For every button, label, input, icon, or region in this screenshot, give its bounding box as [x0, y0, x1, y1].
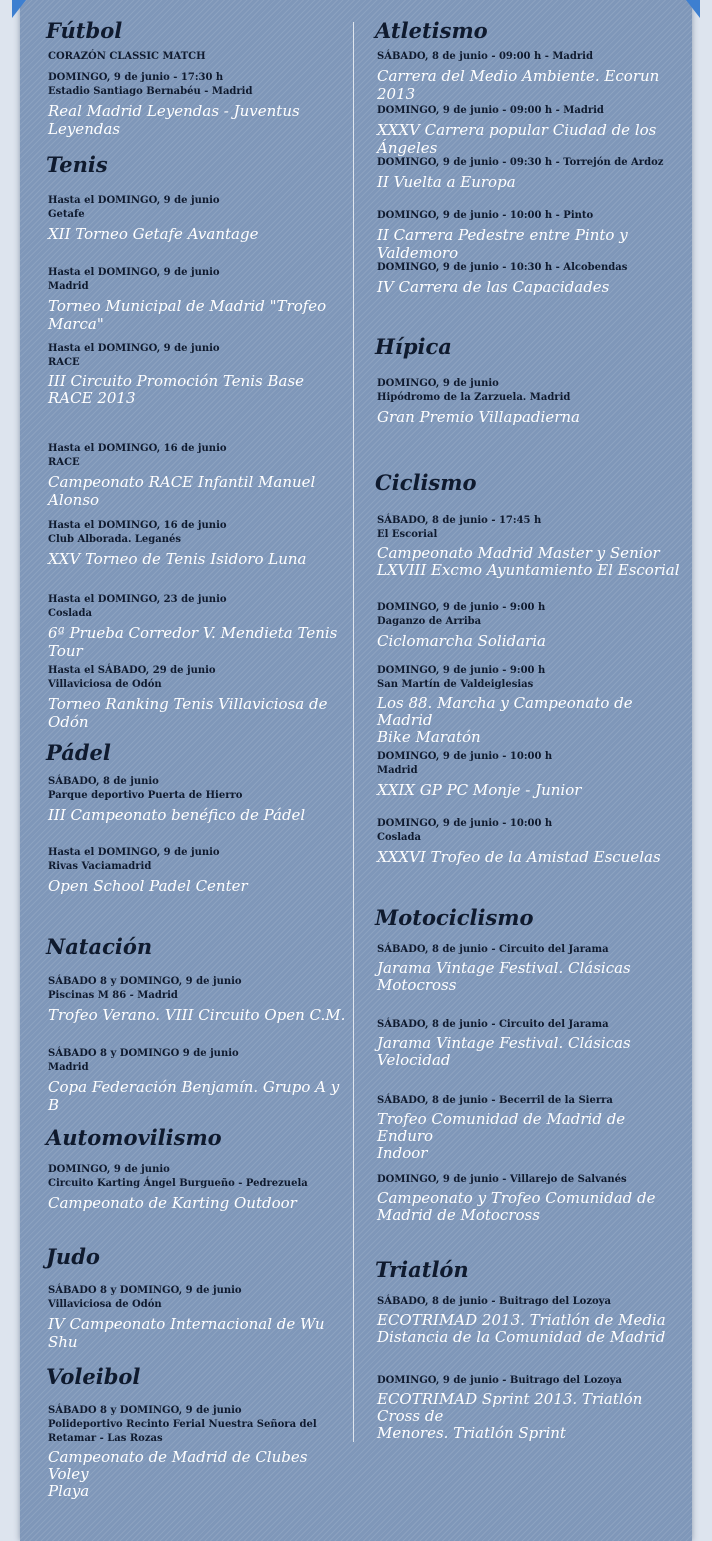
event-meta-line: Madrid	[377, 765, 418, 776]
event-meta-line: SÁBADO 8 y DOMINGO, 9 de junio	[48, 976, 242, 987]
event-title[interactable]: Jarama Vintage Festival. Clásicas Motocross	[377, 959, 631, 994]
event-item	[377, 601, 546, 650]
event-title[interactable]: Campeonato de Madrid de Clubes Voley Playa	[48, 1448, 308, 1500]
event-meta-line: Coslada	[48, 608, 93, 619]
event-meta-line: DOMINGO, 9 de junio - 09:00 h - Madrid	[377, 105, 604, 116]
event-title[interactable]: ECOTRIMAD Sprint 2013. Triatlón Cross de Menores. Triatlón Sprint	[377, 1390, 643, 1442]
event-item	[48, 342, 304, 407]
event-item	[377, 1374, 685, 1442]
event-title[interactable]: Jarama Vintage Festival. Clásicas Velocidad	[377, 1034, 631, 1069]
event-item	[377, 377, 580, 426]
event-meta-line: DOMINGO, 9 de junio - 9:00 h	[377, 665, 546, 676]
event-meta-line: Polideportivo Recinto Ferial Nuestra Señora del	[48, 1419, 317, 1430]
event-meta-line: Hipódromo de la Zarzuela. Madrid	[377, 392, 571, 403]
event-meta-line: SÁBADO, 8 de junio	[48, 776, 159, 787]
event-title[interactable]: Los 88. Marcha y Campeonato de Madrid Bike Maratón	[377, 694, 633, 746]
event-meta-line: Hasta el DOMINGO, 16 de junio	[48, 443, 227, 454]
event-item	[48, 71, 346, 138]
event-meta-line: DOMINGO, 9 de junio	[377, 378, 499, 389]
event-title[interactable]: XXXV Carrera popular Ciudad de los Ángeles	[377, 121, 657, 157]
event-item	[48, 664, 346, 731]
section-heading-motociclismo: Motociclismo	[375, 905, 534, 930]
event-item	[377, 1018, 631, 1069]
event-item	[377, 1094, 685, 1162]
event-meta-line: SÁBADO, 8 de junio - Circuito del Jarama	[377, 1019, 609, 1030]
event-title[interactable]: Torneo Municipal de Madrid "Trofeo Marca"	[48, 297, 327, 333]
event-meta-line: DOMINGO, 9 de junio - Villarejo de Salvanés	[377, 1174, 627, 1185]
event-title[interactable]: III Campeonato benéfico de Pádel	[48, 806, 306, 824]
event-item	[377, 50, 685, 103]
event-meta-line: Hasta el SÁBADO, 29 de junio	[48, 665, 216, 676]
event-meta-line: DOMINGO, 9 de junio - 17:30 h	[48, 72, 224, 83]
event-meta-line: DOMINGO, 9 de junio - 10:00 h	[377, 818, 553, 829]
section-heading-automovilismo: Automovilismo	[46, 1125, 222, 1150]
event-meta-line: DOMINGO, 9 de junio - 10:30 h - Alcobendas	[377, 262, 628, 273]
event-title[interactable]: XXIX GP PC Monje - Junior	[377, 781, 582, 799]
event-meta-line: SÁBADO, 8 de junio - Circuito del Jarama	[377, 944, 609, 955]
section-heading-tenis: Tenis	[46, 152, 108, 177]
event-item	[48, 442, 346, 509]
event-title[interactable]: Ciclomarcha Solidaria	[377, 632, 546, 650]
event-item	[377, 750, 581, 799]
event-title[interactable]: XXXVI Trofeo de la Amistad Escuelas	[377, 848, 661, 866]
event-meta-line: SÁBADO 8 y DOMINGO 9 de junio	[48, 1048, 239, 1059]
event-item	[377, 209, 685, 262]
event-item	[48, 1404, 346, 1500]
event-meta-line: DOMINGO, 9 de junio - Buitrago del Lozoya	[377, 1375, 622, 1386]
ribbon-left-decoration	[12, 0, 26, 18]
event-title[interactable]: XII Torneo Getafe Avantage	[48, 225, 259, 243]
event-meta-line: DOMINGO, 9 de junio - 10:00 h	[377, 751, 553, 762]
section-heading-futbol: Fútbol	[46, 18, 123, 43]
section-heading-judo: Judo	[46, 1244, 100, 1269]
column-divider	[353, 22, 354, 1442]
event-title[interactable]: Campeonato de Karting Outdoor	[48, 1194, 297, 1212]
event-meta-line: Estadio Santiago Bernabéu - Madrid	[48, 86, 253, 97]
event-title[interactable]: IV Campeonato Internacional de Wu Shu	[48, 1315, 325, 1351]
event-meta-line: Madrid	[48, 281, 89, 292]
event-meta-line: RACE	[48, 357, 80, 368]
event-title[interactable]: XXV Torneo de Tenis Isidoro Luna	[48, 550, 307, 568]
event-meta-line: SÁBADO, 8 de junio - Buitrago del Lozoya	[377, 1296, 611, 1307]
event-item	[377, 514, 680, 579]
event-title[interactable]: Copa Federación Benjamín. Grupo A y B	[48, 1078, 340, 1114]
event-item	[377, 261, 627, 296]
event-title[interactable]: II Carrera Pedestre entre Pinto y Valdemoro	[377, 226, 628, 262]
event-meta-line: Hasta el DOMINGO, 9 de junio	[48, 195, 220, 206]
event-meta-line: SÁBADO 8 y DOMINGO, 9 de junio	[48, 1285, 242, 1296]
event-meta-line: Getafe	[48, 209, 85, 220]
event-meta-line: Club Alborada. Leganés	[48, 534, 182, 545]
event-item	[48, 1047, 346, 1114]
event-item	[48, 194, 258, 243]
event-meta-line: DOMINGO, 9 de junio - 09:30 h - Torrejón de Ardoz	[377, 157, 664, 168]
event-title[interactable]: III Circuito Promoción Tenis Base RACE 2013	[48, 372, 305, 407]
event-meta-line: Parque deportivo Puerta de Hierro	[48, 790, 243, 801]
event-title[interactable]: Campeonato y Trofeo Comunidad de Madrid de Motocross	[377, 1189, 656, 1224]
event-meta-line: Daganzo de Arriba	[377, 616, 482, 627]
event-item	[377, 1295, 666, 1346]
event-meta-line: Villaviciosa de Odón	[48, 1299, 162, 1310]
event-item	[48, 1163, 308, 1212]
event-title[interactable]: Campeonato RACE Infantil Manuel Alonso	[48, 473, 316, 509]
section-heading-natacion: Natación	[46, 934, 153, 959]
event-item	[377, 104, 685, 157]
ribbon-right-decoration	[686, 0, 700, 18]
event-meta-line: SÁBADO, 8 de junio - 09:00 h - Madrid	[377, 51, 593, 62]
event-item	[48, 1284, 346, 1351]
event-meta-line: San Martín de Valdeiglesias	[377, 679, 534, 690]
event-meta-line: CORAZÓN CLASSIC MATCH	[48, 51, 206, 62]
event-meta-line: Hasta el DOMINGO, 9 de junio	[48, 343, 220, 354]
event-item	[48, 519, 306, 568]
event-item	[48, 593, 346, 660]
section-heading-padel: Pádel	[46, 740, 111, 765]
event-item	[377, 817, 661, 866]
event-meta-line: DOMINGO, 9 de junio	[48, 1164, 170, 1175]
event-title[interactable]: IV Carrera de las Capacidades	[377, 278, 610, 296]
event-title[interactable]: Campeonato Madrid Master y Senior LXVIII Excmo Ayuntamiento El Escorial	[377, 544, 680, 579]
event-meta-line: Piscinas M 86 - Madrid	[48, 990, 178, 1001]
event-item	[377, 664, 685, 746]
event-item	[48, 975, 345, 1024]
event-item	[377, 156, 663, 191]
event-meta-line: Villaviciosa de Odón	[48, 679, 162, 690]
event-item	[377, 1173, 656, 1224]
event-title[interactable]: Gran Premio Villapadierna	[377, 408, 580, 426]
event-item	[377, 943, 631, 994]
section-heading-atletismo: Atletismo	[375, 18, 488, 43]
event-title[interactable]: Trofeo Comunidad de Madrid de Enduro Indoor	[377, 1110, 626, 1162]
event-title[interactable]: Torneo Ranking Tenis Villaviciosa de Odón	[48, 695, 328, 731]
section-heading-voleibol: Voleibol	[46, 1364, 141, 1389]
event-title[interactable]: II Vuelta a Europa	[377, 173, 516, 191]
event-item	[48, 50, 206, 64]
event-title[interactable]: Real Madrid Leyendas - Juventus Leyendas	[48, 102, 300, 138]
event-meta-line: Rivas Vaciamadrid	[48, 861, 152, 872]
event-meta-line: Hasta el DOMINGO, 23 de junio	[48, 594, 227, 605]
event-item	[48, 846, 248, 895]
event-title[interactable]: ECOTRIMAD 2013. Triatlón de Media Distancia de la Comunidad de Madrid	[377, 1311, 666, 1346]
event-meta-line: DOMINGO, 9 de junio - 9:00 h	[377, 602, 546, 613]
event-meta-line: RACE	[48, 457, 80, 468]
section-heading-triatlon: Triatlón	[375, 1257, 469, 1282]
event-meta-line: SÁBADO 8 y DOMINGO, 9 de junio	[48, 1405, 242, 1416]
section-heading-ciclismo: Ciclismo	[375, 470, 477, 495]
event-meta-line: Hasta el DOMINGO, 9 de junio	[48, 267, 220, 278]
event-item	[48, 266, 346, 333]
event-meta-line: DOMINGO, 9 de junio - 10:00 h - Pinto	[377, 210, 594, 221]
event-meta-line: Coslada	[377, 832, 422, 843]
event-meta-line: Hasta el DOMINGO, 16 de junio	[48, 520, 227, 531]
event-title[interactable]: 6ª Prueba Corredor V. Mendieta Tenis Tour	[48, 624, 338, 660]
event-meta-line: Retamar - Las Rozas	[48, 1433, 163, 1444]
event-title[interactable]: Open School Padel Center	[48, 877, 248, 895]
event-meta-line: SÁBADO, 8 de junio - Becerril de la Sierra	[377, 1095, 613, 1106]
event-meta-line: Madrid	[48, 1062, 89, 1073]
event-item	[48, 775, 305, 824]
event-meta-line: Hasta el DOMINGO, 9 de junio	[48, 847, 220, 858]
event-meta-line: Circuito Karting Ángel Burgueño - Pedrezuela	[48, 1178, 308, 1189]
event-meta-line: El Escorial	[377, 529, 438, 540]
event-title[interactable]: Carrera del Medio Ambiente. Ecorun 2013	[377, 67, 660, 103]
event-meta-line: SÁBADO, 8 de junio - 17:45 h	[377, 515, 542, 526]
event-title[interactable]: Trofeo Verano. VIII Circuito Open C.M.	[48, 1006, 346, 1024]
section-heading-hipica: Hípica	[375, 334, 452, 359]
